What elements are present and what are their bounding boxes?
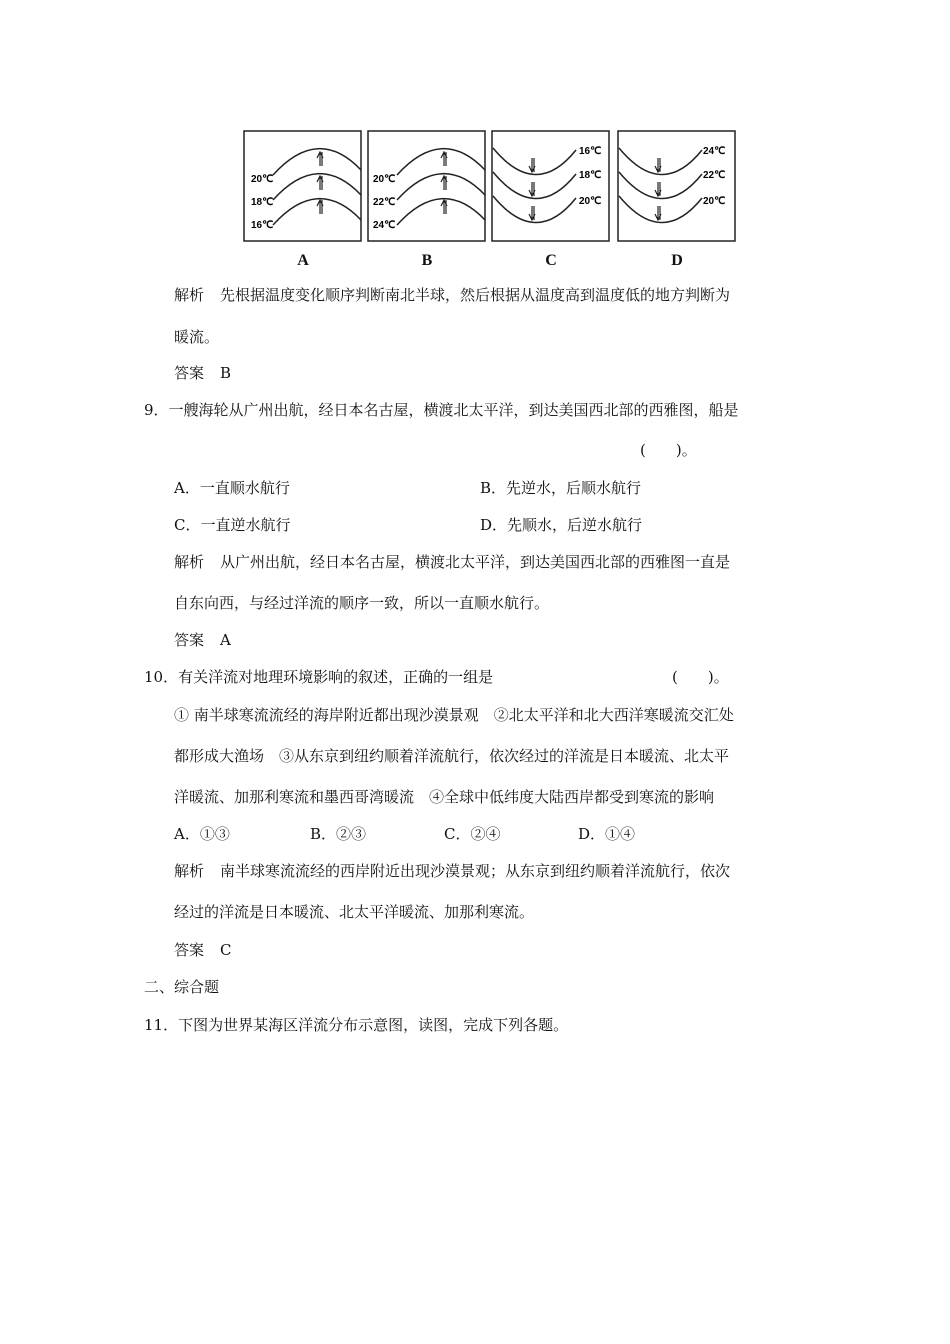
diagram-a-svg: [243, 130, 363, 245]
q10-option-d: D．①④: [578, 825, 636, 843]
q9-option-a: A．一直顺水航行: [174, 479, 290, 497]
temp-label: 24℃: [373, 220, 396, 231]
q9-option-b: B．先逆水，后顺水航行: [480, 479, 642, 497]
q10-stem: 10．有关洋流对地理环境影响的叙述，正确的一组是: [144, 668, 494, 686]
diagram-label: C: [545, 252, 557, 269]
q9-analysis-line-1: [174, 552, 730, 572]
answer-label: 答案: [174, 941, 205, 959]
temp-label: 18℃: [579, 170, 602, 181]
diagram-c-svg: [491, 130, 611, 245]
analysis-text: 从广州出航，经日本名古屋，横渡北太平洋，到达美国西北部的西雅图一直是: [220, 553, 731, 571]
analysis-text: 南半球寒流流经的西岸附近出现沙漠景观；从东京到纽约顺着洋流航行，依次: [220, 862, 731, 880]
q10-analysis-line-1: [174, 861, 730, 881]
q10-item-line-2: 都形成大渔场 ③从东京到纽约顺着洋流航行，依次经过的洋流是日本暖流、北太平: [174, 747, 730, 765]
diagram-b-svg: [367, 130, 487, 245]
q10-option-a: A．①③: [174, 825, 230, 843]
diagram-label: B: [421, 252, 433, 269]
temp-label: 20℃: [251, 174, 274, 185]
diagram-b: [367, 130, 487, 269]
analysis-label: 解析: [174, 553, 205, 571]
q9-option-d: D．先顺水，后逆水航行: [480, 516, 643, 534]
q8-answer: [174, 363, 231, 383]
diagram-d: [617, 130, 737, 269]
q10-answer: [174, 940, 232, 960]
temp-label: 24℃: [703, 146, 726, 157]
q8-analysis-line-2: 暖流。: [174, 328, 220, 346]
analysis-label: 解析: [174, 286, 205, 304]
q10-option-c: C．②④: [444, 825, 501, 843]
section-heading: 二、综合题: [144, 978, 220, 996]
q9-answer: [174, 630, 231, 650]
q10-blank: ( )。: [672, 668, 729, 686]
diagram-d-svg: [617, 130, 737, 245]
temp-label: 18℃: [251, 197, 274, 208]
temp-label: 20℃: [703, 196, 726, 207]
temp-label: 22℃: [373, 197, 396, 208]
q9-analysis-line-2: 自东向西，与经过洋流的顺序一致，所以一直顺水航行。: [174, 594, 550, 612]
q9-option-c: C．一直逆水航行: [174, 516, 291, 534]
temp-label: 16℃: [251, 220, 274, 231]
temp-label: 16℃: [579, 146, 602, 157]
answer-label: 答案: [174, 364, 205, 382]
answer-label: 答案: [174, 631, 205, 649]
current-diagrams: [243, 130, 743, 275]
diagram-label: D: [671, 252, 683, 269]
q9-stem: 9．一艘海轮从广州出航，经日本名古屋，横渡北太平洋，到达美国西北部的西雅图，船是: [144, 401, 739, 419]
q10-item-line-3: 洋暖流、加那利寒流和墨西哥湾暖流 ④全球中低纬度大陆西岸都受到寒流的影响: [174, 788, 715, 806]
answer-value: A: [220, 631, 231, 649]
temp-label: 20℃: [373, 174, 396, 185]
q11-stem: 11．下图为世界某海区洋流分布示意图，读图，完成下列各题。: [144, 1016, 569, 1034]
diagram-a: [243, 130, 363, 269]
q8-analysis-line-1: [174, 285, 730, 305]
analysis-label: 解析: [174, 862, 205, 880]
q10-item-line-1: ① 南半球寒流流经的海岸附近都出现沙漠景观 ②北太平洋和北大西洋寒暖流交汇处: [174, 706, 734, 724]
q10-option-b: B．②③: [310, 825, 367, 843]
diagram-label: A: [297, 252, 309, 269]
temp-label: 20℃: [579, 196, 602, 207]
temp-label: 22℃: [703, 170, 726, 181]
q10-analysis-line-2: 经过的洋流是日本暖流、北太平洋暖流、加那利寒流。: [174, 903, 535, 921]
analysis-text: 先根据温度变化顺序判断南北半球，然后根据从温度高到温度低的地方判断为: [220, 286, 731, 304]
q9-blank: ( )。: [640, 441, 697, 459]
answer-value: C: [220, 941, 232, 959]
diagram-c: [491, 130, 611, 269]
answer-value: B: [220, 364, 232, 382]
